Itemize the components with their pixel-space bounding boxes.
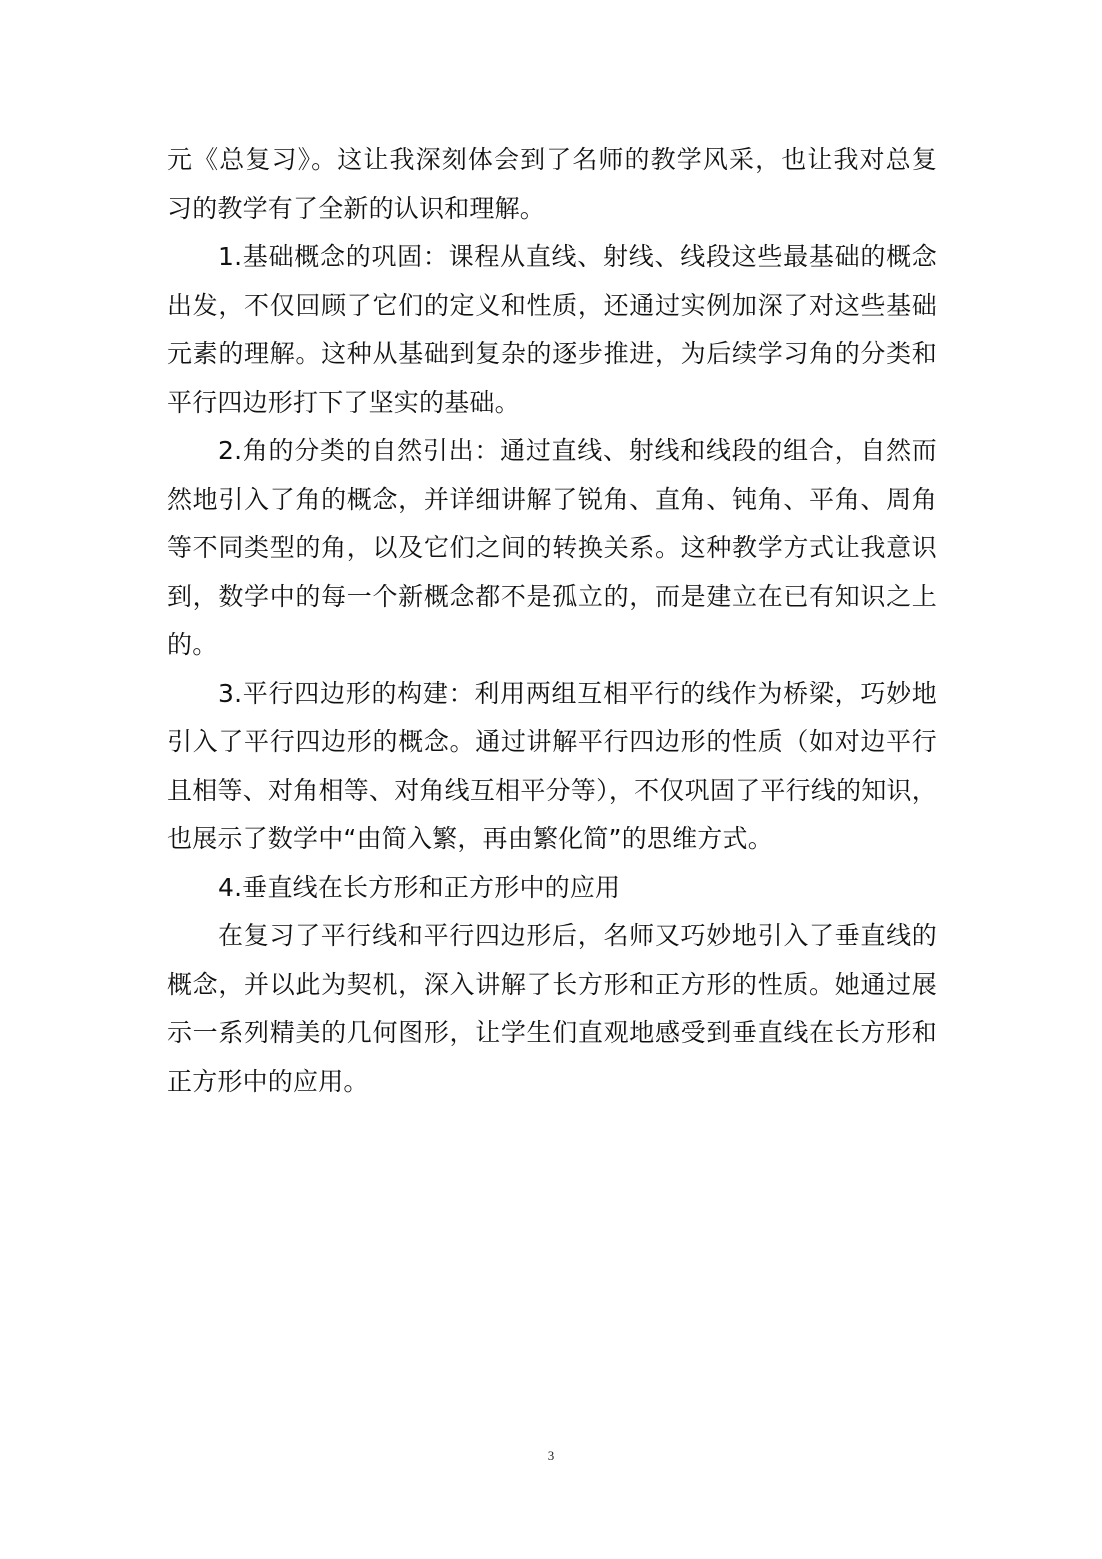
text-line: 概念，并以此为契机，深入讲解了长方形和正方形的性质。她通过展 <box>167 969 937 999</box>
text-line: 示一系列精美的几何图形，让学生们直观地感受到垂直线在长方形和 <box>167 1018 937 1047</box>
text-line: 在复习了平行线和平行四边形后，名师又巧妙地引入了垂直线的 <box>218 921 937 950</box>
text-line: 元素的理解。这种从基础到复杂的逐步推进，为后续学习角的分类和 <box>167 339 937 368</box>
text-line: 3.平行四边形的构建：利用两组互相平行的线作为桥梁，巧妙地 <box>218 678 937 708</box>
text-line: 且相等、对角相等、对角线互相平分等），不仅巩固了平行线的知识， <box>167 775 937 805</box>
text-line: 1.基础概念的巩固：课程从直线、射线、线段这些最基础的概念 <box>218 242 937 271</box>
text-line: 也展示了数学中“由简入繁，再由繁化简”的思维方式。 <box>167 824 773 853</box>
text-line: 习的教学有了全新的认识和理解。 <box>167 193 546 223</box>
text-line: 等不同类型的角，以及它们之间的转换关系。这种教学方式让我意识 <box>167 533 937 562</box>
document-body <box>167 136 937 1106</box>
text-line: 平行四边形打下了坚实的基础。 <box>167 387 520 417</box>
text-line: 正方形中的应用。 <box>167 1066 369 1096</box>
page-number: 3 <box>547 1448 555 1463</box>
text-line: 2.角的分类的自然引出：通过直线、射线和线段的组合，自然而 <box>218 436 937 465</box>
text-line: 的。 <box>167 630 218 659</box>
text-line: 引入了平行四边形的概念。通过讲解平行四边形的性质（如对边平行 <box>167 727 937 756</box>
text-line: 到，数学中的每一个新概念都不是孤立的，而是建立在已有知识之上 <box>167 581 937 611</box>
text-line: 4.垂直线在长方形和正方形中的应用 <box>218 872 621 902</box>
text-line: 元《总复习》。这让我深刻体会到了名师的教学风采，也让我对总复 <box>167 145 937 174</box>
text-line: 然地引入了角的概念，并详细讲解了锐角、直角、钝角、平角、周角 <box>167 484 937 514</box>
text-line: 出发，不仅回顾了它们的定义和性质，还通过实例加深了对这些基础 <box>167 290 937 320</box>
